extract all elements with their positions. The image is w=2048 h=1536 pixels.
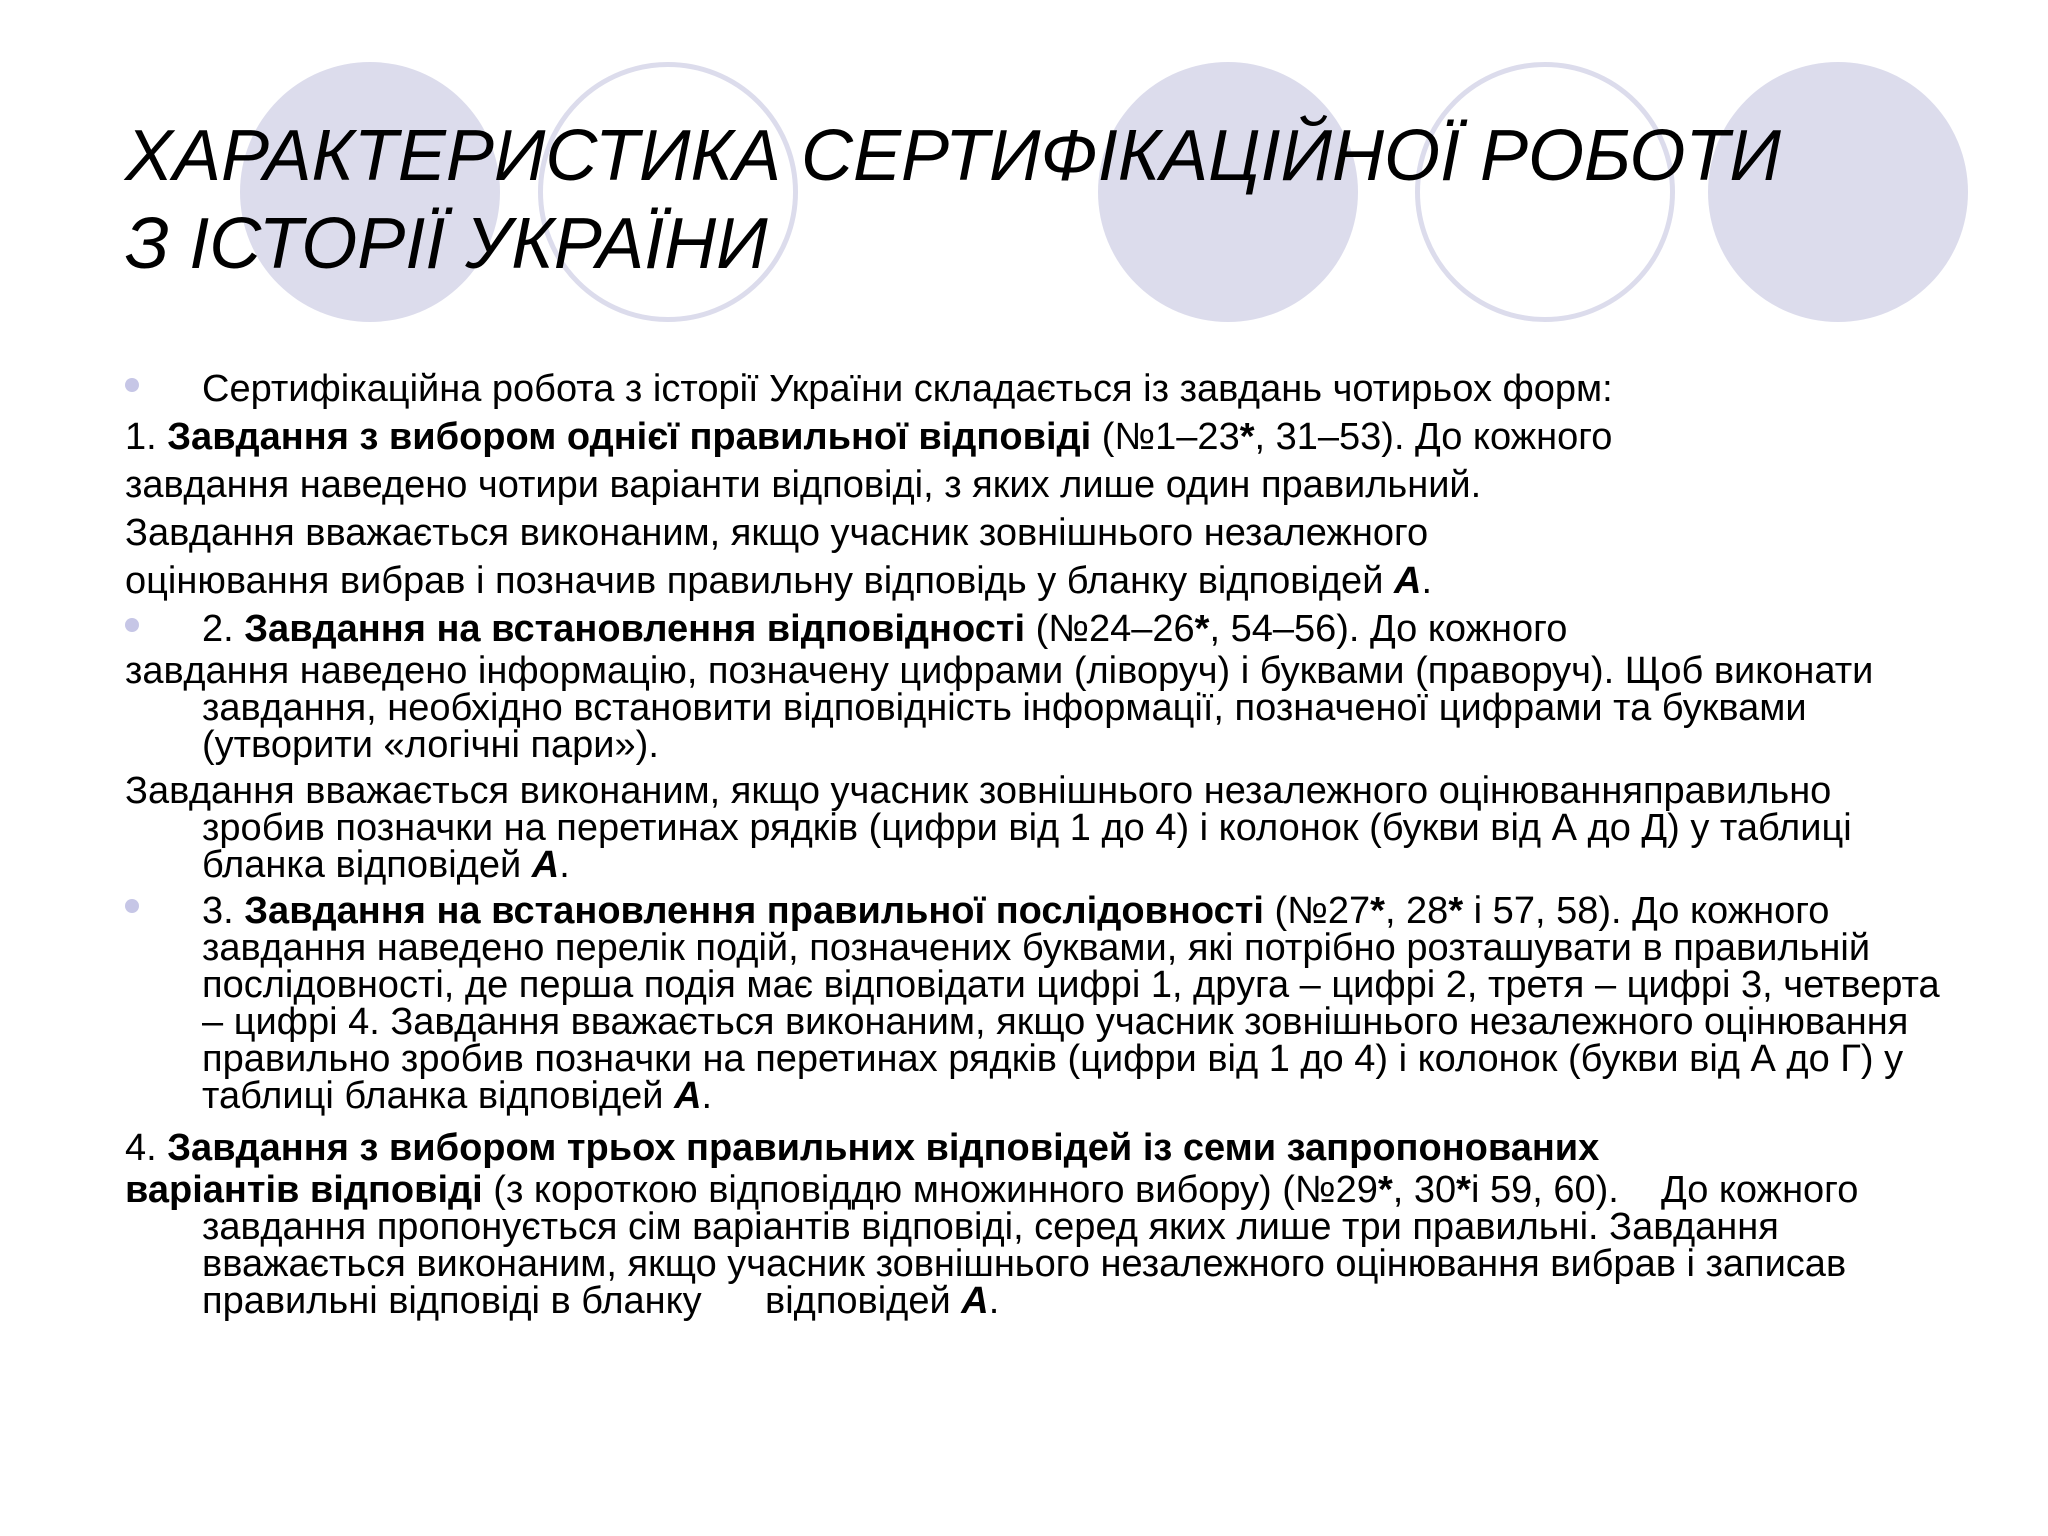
item-3-star-2: * bbox=[1448, 890, 1464, 932]
item-4-heading-1: Завдання з вибором трьох правильних відповідей із семи запропонованих bbox=[167, 1127, 1600, 1169]
item-4-range-2: , 30 bbox=[1392, 1169, 1457, 1211]
item-1-form: А bbox=[1393, 560, 1422, 602]
bullet-icon bbox=[125, 618, 139, 632]
item-4-number: 4. bbox=[125, 1127, 168, 1169]
bullet-icon bbox=[125, 378, 139, 392]
item-2-paragraph-2-text: Завдання вважається виконаним, якщо учасник зовнішнього незалежного оцінюванняправильно зробив позначки на перетинах рядків (цифри від 1 до 4) і колонок (букви від А до Д) у таблиці бланка відповідей bbox=[125, 770, 1852, 886]
item-4-paragraph bbox=[125, 1169, 1955, 1322]
item-4-form: А bbox=[961, 1280, 989, 1322]
item-1-end: . bbox=[1421, 560, 1432, 602]
item-2-range: (№24–26 bbox=[1025, 608, 1195, 650]
item-1-line-4 bbox=[125, 557, 1955, 605]
item-1-line-2: завдання наведено чотири варіанти відповіді, з яких лише один правильний. bbox=[125, 464, 1482, 506]
item-1-range: (№1–23 bbox=[1091, 416, 1240, 458]
item-4-range-1: (з короткою відповіддю множинного вибору) (№29 bbox=[482, 1169, 1378, 1211]
item-3-star-1: * bbox=[1370, 890, 1385, 932]
item-1-line-4-text: оцінювання вибрав і позначив правильну відповідь у бланку відповідей bbox=[125, 560, 1394, 602]
item-2-end: . bbox=[559, 844, 570, 886]
item-3-text: і 57, 58). До кожного завдання наведено перелік подій, позначених буквами, які потрібно розташувати в правильній послідовності, де перша подія має відповідати цифрі 1, друга – цифрі 2, третя – цифрі 3, четверта – цифрі 4. Завдання вважається виконаним, якщо учасник зовнішнього незалежного оцінювання правильно зробив позначки на перетинах рядків (цифри від 1 до 4) і колонок (букви від А до Г) у таблиці бланка відповідей bbox=[202, 890, 1940, 1117]
slide-title-line-1: ХАРАКТЕРИСТИКА СЕРТИФІКАЦІЙНОЇ РОБОТИ bbox=[125, 116, 1781, 196]
item-2-star: * bbox=[1194, 608, 1210, 650]
intro-text: Сертифікаційна робота з історії України складається із завдань чотирьох форм: bbox=[202, 368, 1613, 410]
item-4-heading-2: варіантів відповіді bbox=[125, 1169, 483, 1211]
item-2-heading: Завдання на встановлення відповідності bbox=[244, 608, 1026, 650]
item-4-star-1: * bbox=[1377, 1169, 1393, 1211]
item-3-form: А bbox=[674, 1075, 702, 1117]
item-2-form: А bbox=[531, 844, 560, 886]
item-3-number: 3. bbox=[202, 890, 245, 932]
item-3-range-2: , 28 bbox=[1384, 890, 1449, 932]
item-1-star: * bbox=[1239, 416, 1255, 458]
item-2-paragraph-1: завдання наведено інформацію, позначену цифрами (ліворуч) і буквами (праворуч). Щоб виконати завдання, необхідно встановити відповідність інформації, позначеної цифрами та буквами (утворити «логічні пари»). bbox=[125, 650, 1874, 766]
item-2-paragraph-2 bbox=[125, 770, 1955, 886]
item-3-paragraph bbox=[125, 890, 1955, 1117]
slide-body bbox=[125, 365, 1955, 1320]
item-2-heading-line bbox=[125, 605, 1955, 653]
item-1-line-1 bbox=[125, 413, 1955, 461]
item-1-range2: , 31–53). До кожного bbox=[1254, 416, 1613, 458]
item-1-number: 1. bbox=[125, 416, 168, 458]
item-3-range-1: (№27 bbox=[1263, 890, 1371, 932]
item-2-range2: , 54–56). До кожного bbox=[1209, 608, 1568, 650]
intro-paragraph bbox=[125, 365, 1955, 413]
slide-title-line-2: З ІСТОРІЇ УКРАЇНИ bbox=[125, 204, 768, 284]
item-3-heading: Завдання на встановлення правильної послідовності bbox=[244, 890, 1264, 932]
slide-title bbox=[125, 112, 1781, 288]
item-1-line-3: Завдання вважається виконаним, якщо учасник зовнішнього незалежного bbox=[125, 512, 1429, 554]
item-2-number: 2. bbox=[202, 608, 245, 650]
bullet-icon bbox=[125, 899, 139, 913]
item-3-end: . bbox=[701, 1075, 713, 1117]
item-4-star-2: * bbox=[1456, 1169, 1471, 1211]
item-4-text: і 59, 60). До кожного завдання пропонується сім варіантів відповіді, серед яких лише три правильні. Завдання вважається виконаним, якщо учасник зовнішнього незалежного оцінювання вибрав і записав правильні відповіді в бланку відповідей bbox=[202, 1169, 1869, 1322]
item-4-end: . bbox=[988, 1280, 1000, 1322]
item-1-heading: Завдання з вибором однієї правильної відповіді bbox=[167, 416, 1092, 458]
item-4-line-1 bbox=[125, 1124, 1955, 1172]
